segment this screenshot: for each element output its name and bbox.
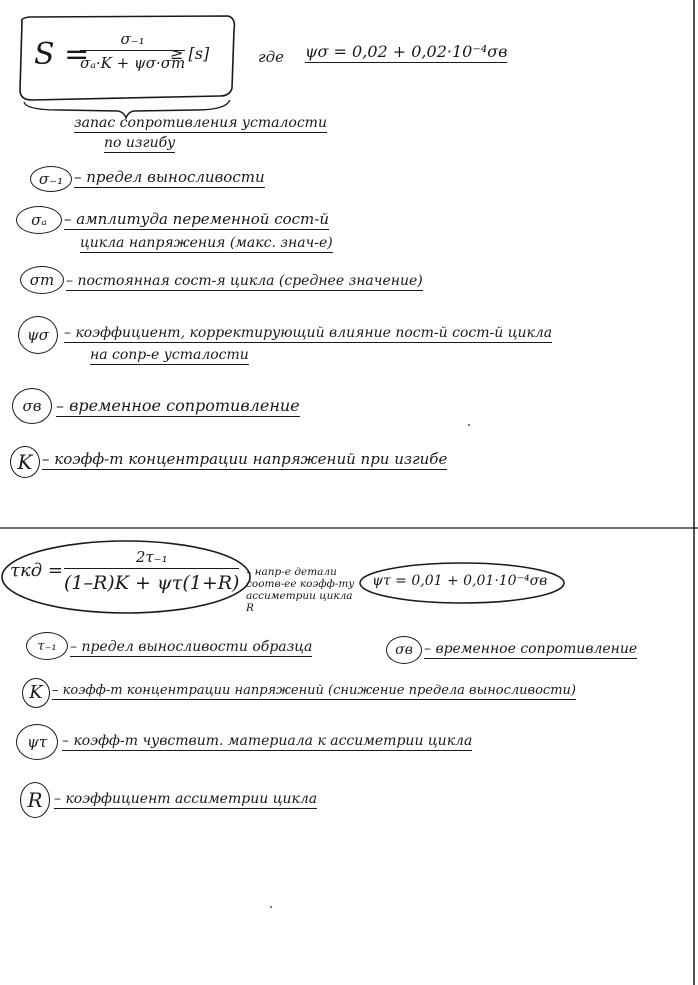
item-asymmetry-sensitivity: – коэфф-т чувствит. материала к ассиметрии цикла <box>62 733 473 749</box>
formula-lhs: S = <box>34 37 90 72</box>
formula2-lhs: τкд = <box>10 560 63 581</box>
item-mean-component: – постоянная сост-я цикла (среднее значение) <box>66 273 423 289</box>
item-psi-line2: на сопр-е усталости <box>90 347 249 363</box>
item-stress-concentration-2: – коэфф-т концентрации напряжений (снижение предела выносливости) <box>52 683 576 698</box>
symbol-tau-minus1: τ₋₁ <box>26 632 68 660</box>
symbol-psi-tau: ψτ <box>16 724 58 760</box>
item-tensile-strength: – временное сопротивление <box>56 396 300 415</box>
item-endurance-limit: – предел выносливости <box>74 168 265 186</box>
formula2-numerator: 2τ₋₁ <box>64 548 239 569</box>
symbol-sigma-m: σm <box>20 266 64 294</box>
item-stress-concentration: – коэфф-т концентрации напряжений при изгибе <box>42 450 448 468</box>
symbol-sigma-b-2: σв <box>386 636 422 664</box>
symbol-psi-sigma: ψσ <box>18 316 58 354</box>
formula2-note: – напр-е детали соотв-ее коэфф-ту ассиметрии цикла R <box>246 566 355 614</box>
psi-tau-equation: ψτ = 0,01 + 0,01·10⁻⁴σв <box>372 573 548 589</box>
formula-condition: ≥ [s] <box>170 44 210 63</box>
formula2-fraction <box>64 548 239 594</box>
item-asymmetry-coefficient: – коэффициент ассиметрии цикла <box>54 791 318 807</box>
item-specimen-endurance: – предел выносливости образца <box>70 639 313 655</box>
item-tensile-strength-2: – временное сопротивление <box>424 641 638 657</box>
caption-line1: запас сопротивления усталости <box>74 115 327 131</box>
item-psi-coefficient: – коэффициент, корректирующий влияние пост-й сост-й цикла <box>64 325 553 341</box>
symbol-sigma-a: σₐ <box>16 206 62 234</box>
item-amplitude: – амплитуда переменной сост-й <box>64 210 329 228</box>
fraction-numerator: σ₋₁ <box>80 30 185 51</box>
stray-mark <box>270 906 272 908</box>
item-amplitude-line2: цикла напряжения (макс. знач-е) <box>80 235 333 251</box>
psi-sigma-equation: ψσ = 0,02 + 0,02·10⁻⁴σв <box>305 42 508 61</box>
caption-line2: по изгибу <box>104 135 176 151</box>
symbol-sigma-b: σв <box>12 388 52 424</box>
symbol-k-2: K <box>22 678 50 708</box>
formula2-denominator: (1–R)K + ψτ(1+R) <box>64 572 240 594</box>
where-word: где <box>258 48 284 66</box>
stray-mark <box>468 424 470 426</box>
symbol-k: K <box>10 446 40 478</box>
fraction-denominator: σₐ·K + ψσ·σm <box>80 54 186 72</box>
symbol-r: R <box>20 782 50 818</box>
symbol-sigma-minus1: σ₋₁ <box>30 166 72 192</box>
